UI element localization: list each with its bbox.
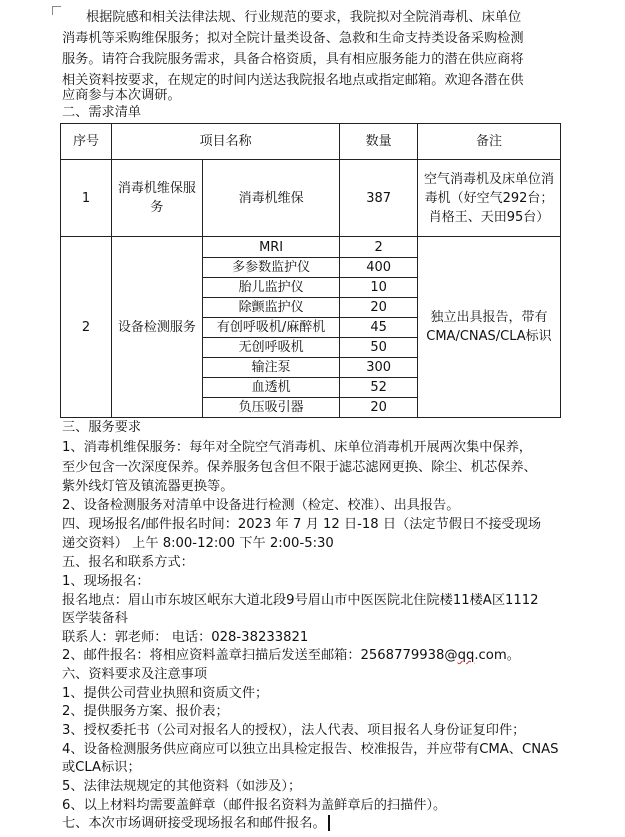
requirements-table (60, 123, 561, 418)
row-quantity: 20 (340, 298, 418, 318)
service-line: 至少包含一次深度保养。保养服务包含但不限于滤芯滤网更换、除尘、机芯保养、 (62, 460, 537, 475)
table-row (61, 160, 561, 237)
email-registration-line (62, 646, 520, 666)
table-header-row (61, 124, 561, 160)
email-suffix: .com。 (474, 648, 520, 663)
intro-line: 相关资料按要求，在规定的时间内送达我院报名地点或指定邮箱。欢迎各潜在供 (62, 73, 524, 88)
address-line: 报名地点：眉山市东坡区岷东大道北段9号眉山市中医医院北住院楼11楼A区1112 (62, 593, 539, 608)
materials-line: 6、以上材料均需要盖鲜章（邮件报名资料为盖鲜章后的扫描件）。 (62, 798, 447, 813)
materials-line: 4、设备检测服务供应商应可以独立出具检定报告、校准报告，并应带有CMA、CNAS (62, 742, 559, 757)
materials-line: 或CLA标识； (62, 760, 141, 775)
row-item-name: 血透机 (202, 378, 339, 398)
table-row (61, 237, 561, 258)
row-category: 设备检测服务 (111, 237, 202, 418)
row-seq: 1 (61, 160, 112, 237)
row-item-name: 胎儿监护仪 (202, 278, 339, 298)
contact-line: 联系人：郭老师： 电话：028-38233821 (62, 630, 309, 645)
header-seq: 序号 (61, 124, 112, 160)
service-line: 1、消毒机维保服务：每年对全院空气消毒机、床单位消毒机开展两次集中保养， (62, 440, 532, 455)
intro-line: 消毒机等采购维保服务；拟对全院计量类设备、急救和生命支持类设备采购检测 (62, 31, 524, 46)
row-seq: 2 (61, 237, 112, 418)
section-seven-text: 七、本次市场调研接受现场报名和邮件报名。 (62, 816, 326, 831)
header-quantity: 数量 (340, 124, 418, 160)
intro-line: 应商参与本次调研。 (62, 88, 181, 103)
materials-line: 3、授权委托书（公司对报名人的授权），法人代表、项目报名人身份证复印件； (62, 723, 526, 738)
registration-time-line: 递交资料） 上午 8:00-12:00 下午 2:00-5:30 (62, 536, 334, 551)
materials-line: 2、提供服务方案、报价表； (62, 704, 229, 719)
email-domain: qq (457, 648, 475, 663)
row-quantity: 20 (340, 398, 418, 418)
row-quantity: 387 (340, 160, 418, 237)
row-item-name: 输注泵 (202, 358, 339, 378)
row-note: 独立出具报告，带有CMA/CNAS/CLA标识 (417, 237, 560, 418)
row-quantity: 400 (340, 258, 418, 278)
section-heading-requirements: 二、需求清单 (62, 105, 142, 120)
row-quantity: 50 (340, 338, 418, 358)
row-item-name: 除颤监护仪 (202, 298, 339, 318)
row-category: 消毒机维保服务 (111, 160, 202, 237)
header-note: 备注 (417, 124, 560, 160)
row-item-name: 有创呼吸机/麻醉机 (202, 318, 339, 338)
section-heading-materials: 六、资料要求及注意事项 (62, 667, 208, 682)
row-item-name: 多参数监护仪 (202, 258, 339, 278)
registration-time-line: 四、现场报名/邮件报名时间：2023 年 7 月 12 日-18 日（法定节假日不接受现场 (62, 517, 542, 532)
row-item-name: 负压吸引器 (202, 398, 339, 418)
materials-line: 5、法律法规规定的其他资料（如涉及）； (62, 779, 302, 794)
intro-line: 根据院感和相关法律法规、行业规范的要求，我院拟对全院消毒机、床单位 (86, 10, 522, 25)
materials-line: 1、提供公司营业执照和资质文件； (62, 686, 269, 701)
service-line: 2、设备检测服务对清单中设备进行检测（检定、校准）、出具报告。 (62, 498, 460, 513)
row-quantity: 300 (340, 358, 418, 378)
service-line: 紫外线灯管及镇流器更换等。 (62, 479, 234, 494)
row-item-name: MRI (202, 237, 339, 258)
onsite-registration-title: 1、现场报名： (62, 574, 150, 589)
section-seven-line (62, 814, 330, 834)
row-note: 空气消毒机及床单位消毒机（好空气292台；肖格王、天田95台） (417, 160, 560, 237)
row-item-name: 无创呼吸机 (202, 338, 339, 358)
email-text: 2、邮件报名：将相应资料盖章扫描后发送至邮箱：2568779938@ (62, 648, 458, 663)
row-item-name: 消毒机维保 (202, 160, 339, 237)
intro-line: 服务。请符合我院服务需求，具备合格资质，具有相应服务能力的潜在供应商将 (62, 52, 524, 67)
row-quantity: 10 (340, 278, 418, 298)
row-quantity: 52 (340, 378, 418, 398)
margin-corner-mark (52, 6, 61, 15)
section-heading-contact: 五、报名和联系方式： (62, 555, 194, 570)
header-item-name: 项目名称 (111, 124, 339, 160)
row-quantity: 2 (340, 237, 418, 258)
text-cursor (328, 815, 330, 831)
section-heading-service: 三、服务要求 (62, 420, 142, 435)
address-line: 医学装备科 (62, 611, 128, 626)
row-quantity: 45 (340, 318, 418, 338)
